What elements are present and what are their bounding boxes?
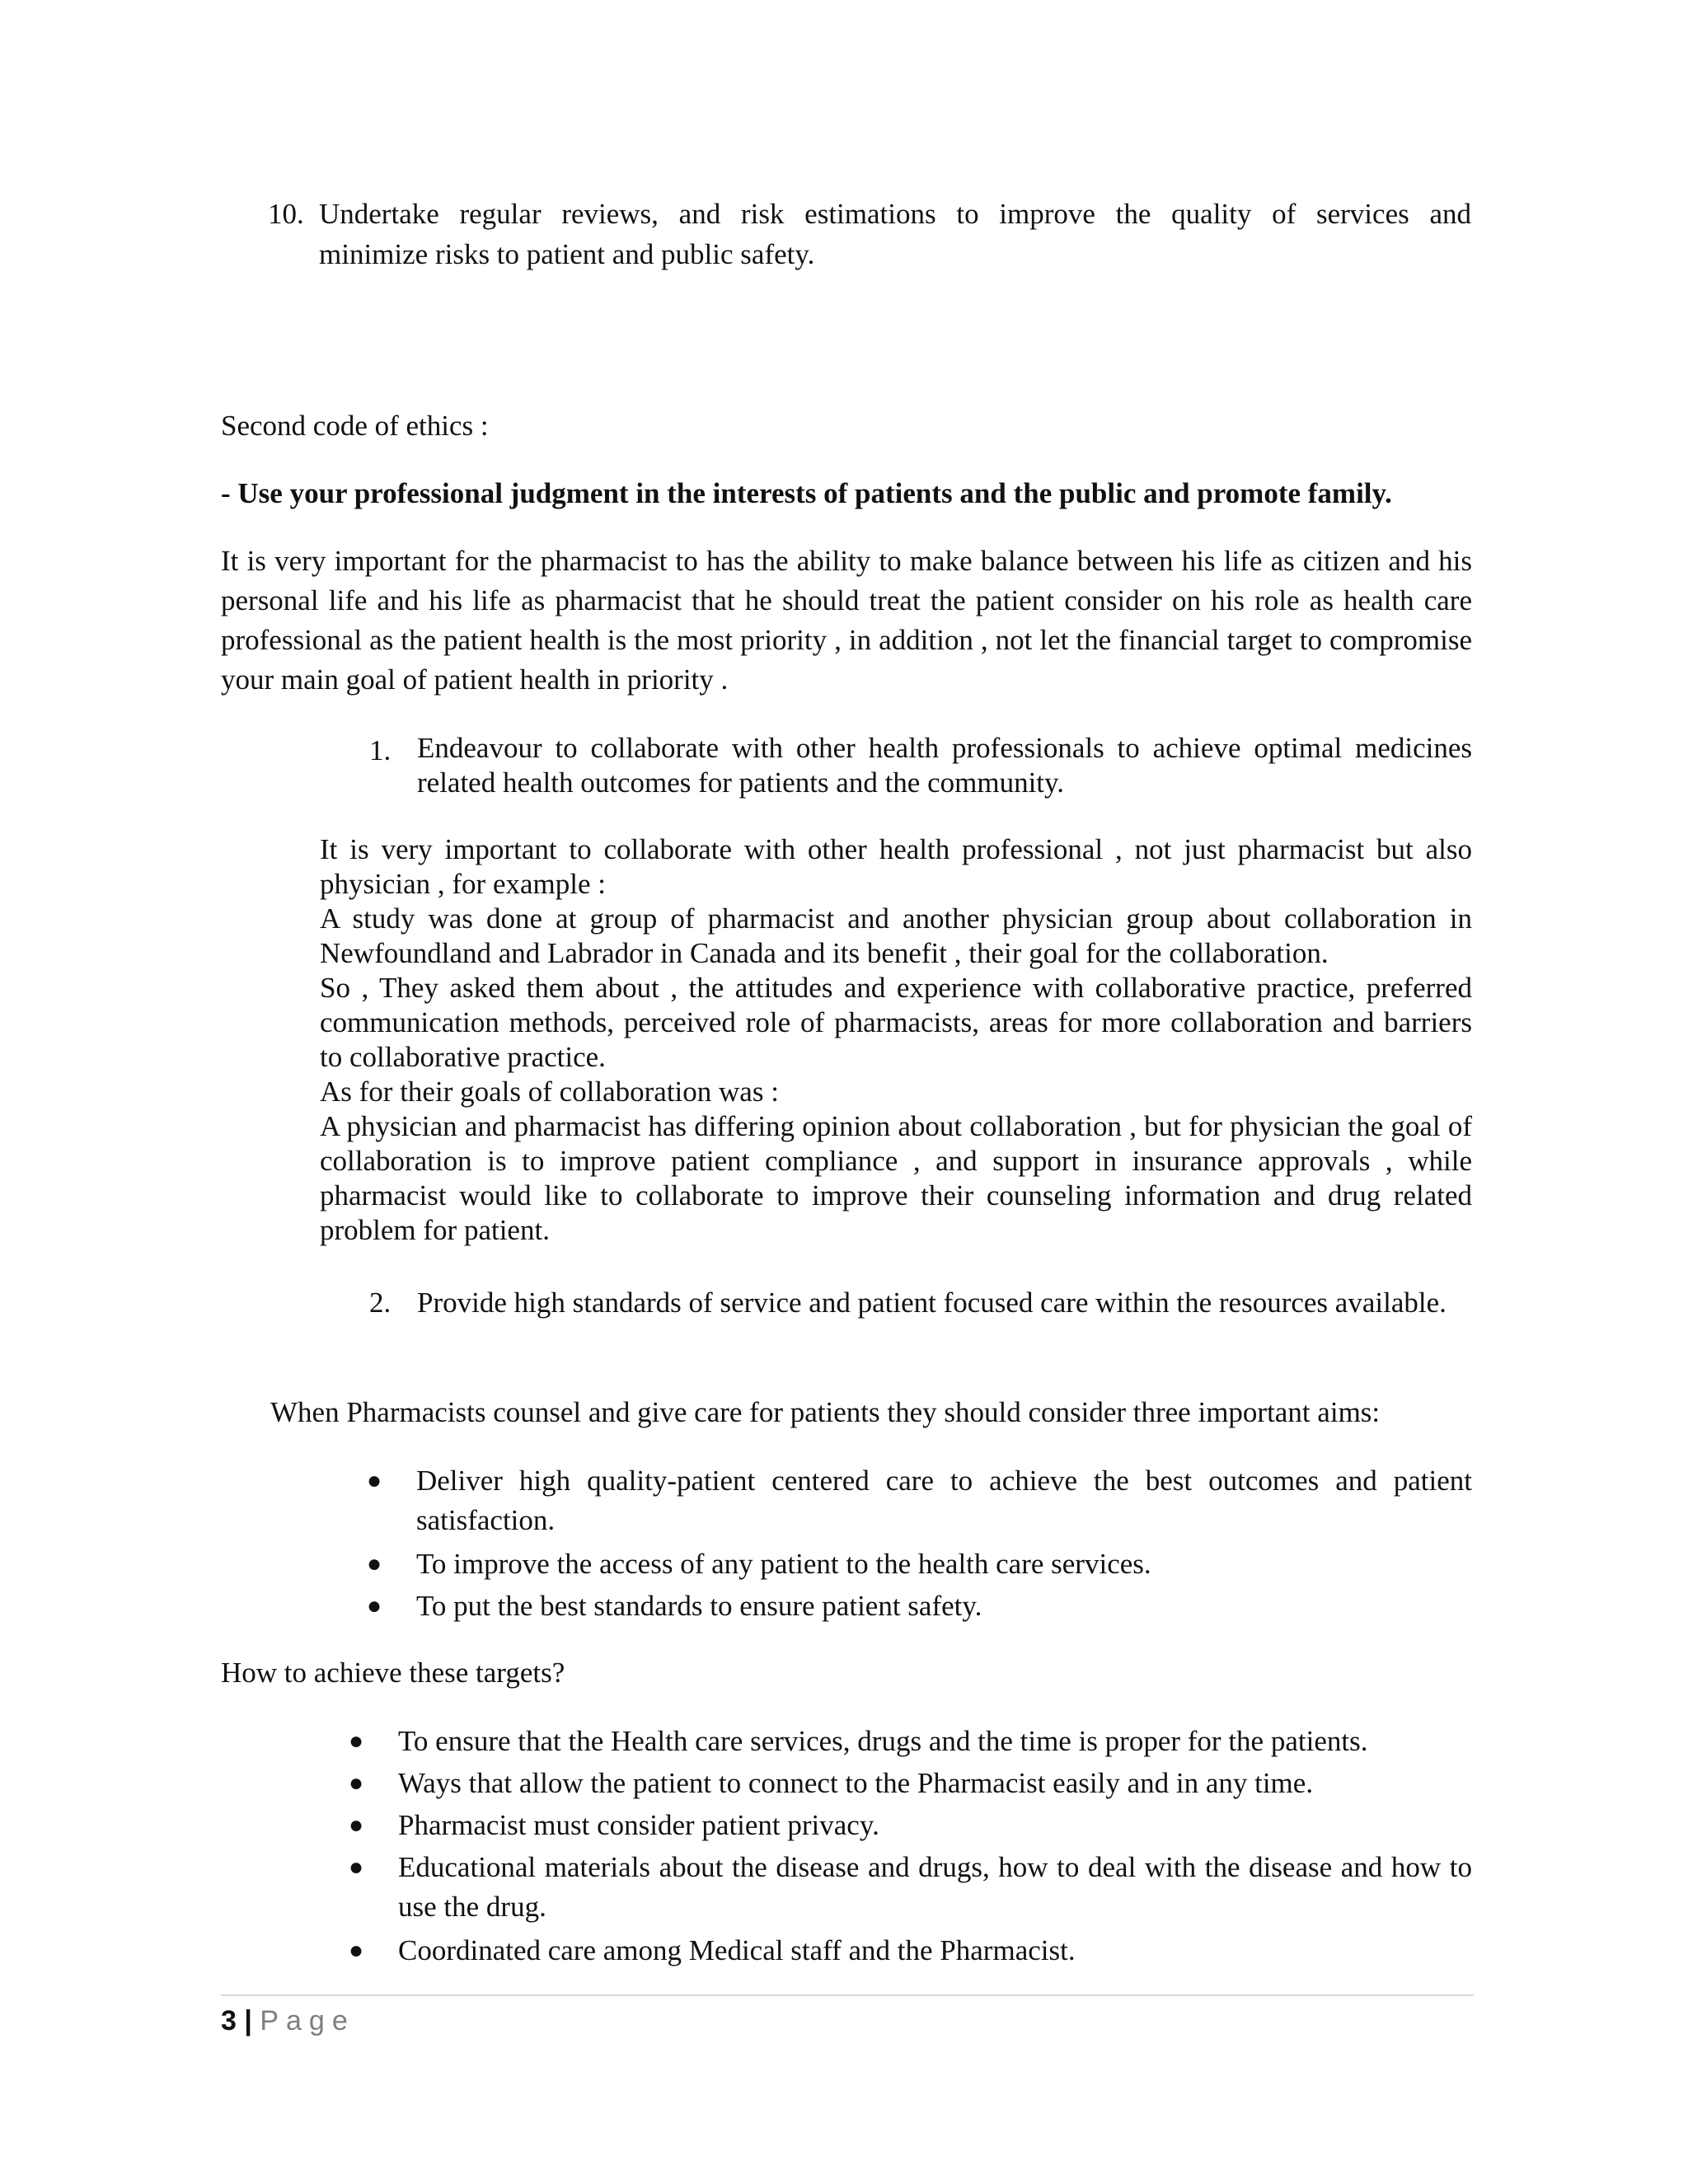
aim-text: Deliver high quality-patient centered care to achieve the best outcomes and patient satisfaction. xyxy=(416,1465,1472,1536)
aims-intro: When Pharmacists counsel and give care for patients they should consider three important aims: xyxy=(270,1396,1381,1428)
page-label: Page xyxy=(260,2005,355,2036)
target-item xyxy=(349,1764,1472,1805)
aim-item xyxy=(367,1544,1472,1586)
aim-text: To put the best standards to ensure patient safety. xyxy=(416,1590,982,1622)
collaboration-text-2: A study was done at group of pharmacist and another physician group about collaboration in Newfoundland and Labrador in Canada and its benefit , their goal for the collaboration. xyxy=(320,902,1472,969)
list-item-text: Provide high standards of service and patient focused care within the resources available. xyxy=(417,1286,1447,1319)
list-number: 1. xyxy=(369,734,392,766)
list-item-1 xyxy=(369,731,1472,810)
list-item-2 xyxy=(369,1283,1472,1366)
aim-item xyxy=(367,1461,1472,1544)
bullet-icon: ● xyxy=(367,1592,382,1619)
page-footer xyxy=(221,2004,355,2037)
collaboration-text-5: A physician and pharmacist has differing opinion about collaboration , but for physician the goal of collaboration is to improve patient compliance , and support in insurance approvals , while pharmacist would like to collaborate to improve their counseling information and drug related problem for patient. xyxy=(320,1110,1472,1246)
list-item-10 xyxy=(268,194,1471,277)
aim-text: To improve the access of any patient to the health care services. xyxy=(416,1548,1151,1580)
collaboration-text-4: As for their goals of collaboration was : xyxy=(320,1076,779,1108)
target-text: Educational materials about the disease and drugs, how to deal with the disease and how to use the drug. xyxy=(398,1851,1472,1923)
target-text: Coordinated care among Medical staff and the Pharmacist. xyxy=(398,1934,1076,1966)
bullet-icon: ● xyxy=(367,1550,382,1577)
collaboration-paragraph xyxy=(320,832,1472,1248)
footer-divider xyxy=(221,1994,1474,1996)
bullet-icon: ● xyxy=(349,1727,364,1755)
bullet-icon: ● xyxy=(349,1769,364,1797)
page-number: 3 xyxy=(221,2005,237,2036)
target-text: Pharmacist must consider patient privacy. xyxy=(398,1809,879,1841)
targets-question: How to achieve these targets? xyxy=(221,1657,565,1689)
footer-separator: | xyxy=(244,2005,252,2036)
target-text: Ways that allow the patient to connect to the Pharmacist easily and in any time. xyxy=(398,1767,1314,1799)
target-item xyxy=(349,1848,1472,1930)
target-item xyxy=(349,1931,1472,1972)
list-item-text-line-1: Undertake regular reviews, and risk estimations to improve the quality of services and xyxy=(319,198,1471,230)
section-heading: Second code of ethics : xyxy=(221,410,489,442)
list-item-text: Endeavour to collaborate with other health professionals to achieve optimal medicines related health outcomes for patients and the community. xyxy=(417,732,1472,799)
bullet-icon: ● xyxy=(349,1811,364,1839)
list-number: 2. xyxy=(369,1286,392,1319)
collaboration-text-1: It is very important to collaborate with other health professional , not just pharmacist but also physician , for example : xyxy=(320,833,1472,900)
principle-statement: - Use your professional judgment in the interests of patients and the public and promote family. xyxy=(221,477,1392,509)
list-item-text-line-2: minimize risks to patient and public safety. xyxy=(319,238,815,270)
target-item xyxy=(349,1722,1472,1763)
intro-paragraph: It is very important for the pharmacist to has the ability to make balance between his life as citizen and his personal life and his life as pharmacist that he should treat the patient consider on his role as health care professional as the patient health is the most priority , in addition , not let the financial target to compromise your main goal of patient health in priority . xyxy=(221,545,1472,696)
target-item xyxy=(349,1806,1472,1847)
list-number: 10. xyxy=(268,198,304,230)
aim-item xyxy=(367,1586,1472,1628)
collaboration-text-3: So , They asked them about , the attitudes and experience with collaborative practice, preferred communication methods, perceived role of pharmacists, areas for more collaboration and barriers to collaborative practice. xyxy=(320,972,1472,1073)
bullet-icon: ● xyxy=(349,1854,364,1881)
bullet-icon: ● xyxy=(367,1467,382,1494)
bullet-icon: ● xyxy=(349,1937,364,1964)
target-text: To ensure that the Health care services, drugs and the time is proper for the patients. xyxy=(398,1725,1368,1757)
